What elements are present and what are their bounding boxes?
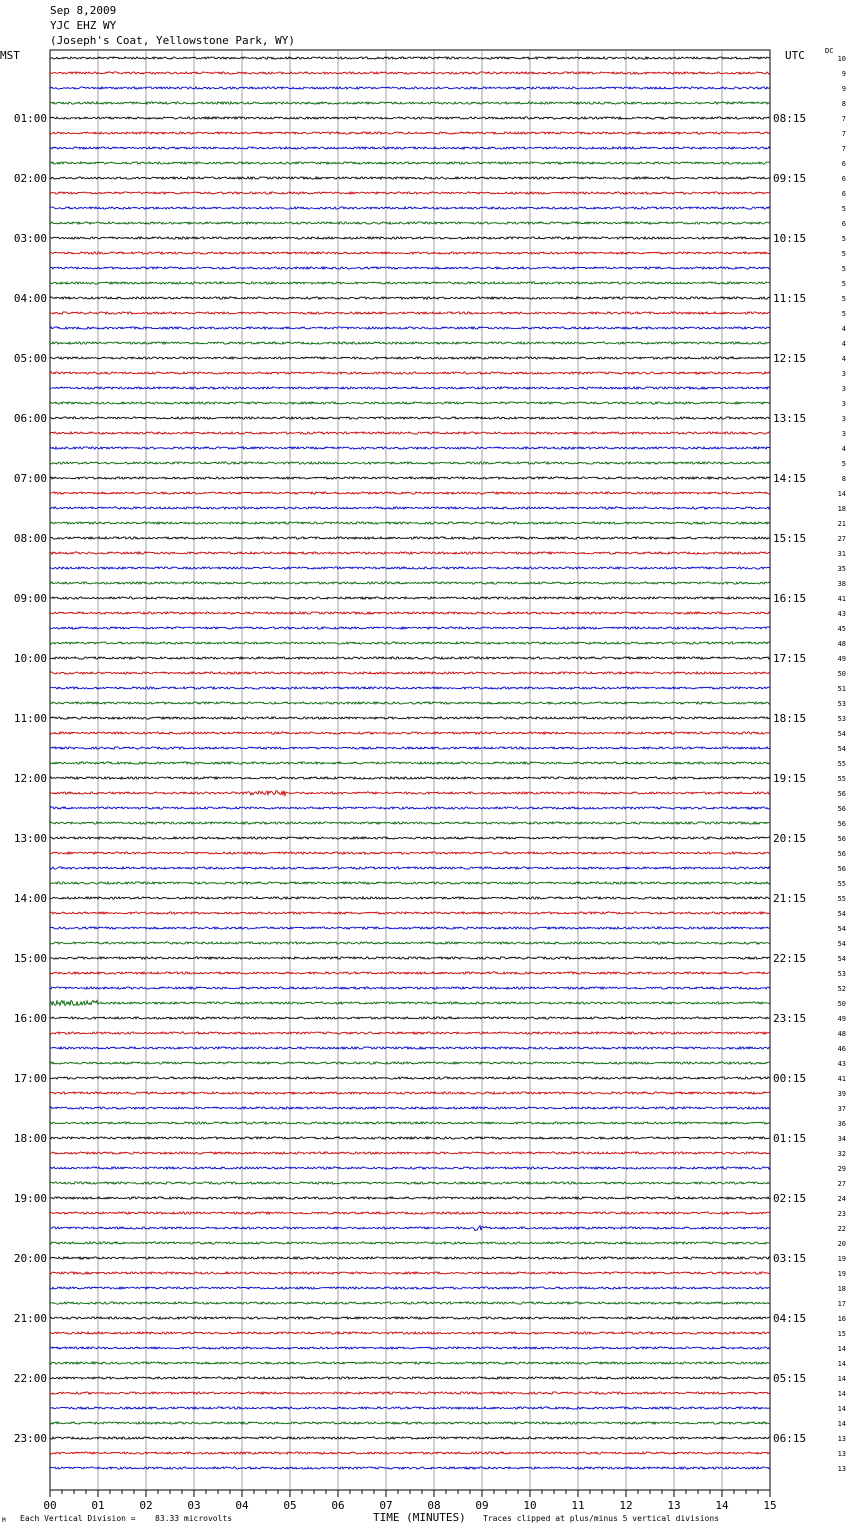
seismic-trace [50, 627, 770, 629]
seismic-trace [50, 1407, 770, 1409]
dc-offset-value: 4 [841, 445, 846, 453]
left-hour-label: 16:00 [13, 1012, 47, 1025]
seismic-trace [50, 1197, 770, 1199]
seismic-trace [50, 1107, 770, 1109]
dc-offset-value: 50 [837, 1000, 846, 1008]
dc-offset-header: DC [825, 47, 834, 55]
dc-offset-value: 5 [841, 295, 846, 303]
dc-offset-value: 6 [841, 190, 846, 198]
dc-offset-value: 5 [841, 250, 846, 258]
seismic-trace [50, 1242, 770, 1244]
dc-offset-value: 56 [837, 865, 846, 873]
dc-offset-value: 19 [837, 1255, 846, 1263]
right-hour-label: 06:15 [773, 1432, 807, 1445]
seismic-trace [50, 747, 770, 749]
x-tick-label: 01 [91, 1499, 105, 1512]
left-hour-label: 05:00 [13, 352, 47, 365]
dc-offset-value: 3 [841, 415, 846, 423]
x-tick-label: 08 [427, 1499, 441, 1512]
seismic-trace [50, 777, 770, 779]
seismic-trace [50, 1077, 770, 1079]
seismic-trace [50, 192, 770, 194]
left-timezone-label: MST [0, 49, 20, 62]
seismic-trace [50, 342, 770, 344]
right-hour-label: 00:15 [773, 1072, 807, 1085]
seismic-trace [50, 477, 770, 479]
right-hour-label: 02:15 [773, 1192, 807, 1205]
seismic-trace [50, 222, 770, 224]
dc-offset-value: 6 [841, 220, 846, 228]
dc-offset-value: 38 [837, 580, 846, 588]
right-hour-label: 03:15 [773, 1252, 807, 1265]
dc-offset-value: 39 [837, 1090, 846, 1098]
seismic-trace [50, 117, 770, 119]
dc-offset-value: 24 [837, 1195, 846, 1203]
dc-offset-value: 5 [841, 460, 846, 468]
dc-offset-value: 7 [841, 130, 846, 138]
dc-offset-value: 29 [837, 1165, 846, 1173]
dc-offset-value: 45 [837, 625, 846, 633]
x-tick-label: 13 [667, 1499, 681, 1512]
seismic-trace [50, 972, 770, 974]
dc-offset-value: 51 [837, 685, 846, 693]
seismic-trace [50, 402, 770, 404]
seismic-trace [50, 537, 770, 539]
right-hour-label: 23:15 [773, 1012, 807, 1025]
seismic-trace [50, 132, 770, 134]
right-hour-label: 09:15 [773, 172, 807, 185]
seismic-trace [50, 462, 770, 464]
right-hour-label: 08:15 [773, 112, 807, 125]
clip-note: Traces clipped at plus/minus 5 vertical divisions [483, 1514, 720, 1523]
dc-offset-value: 14 [837, 1360, 846, 1368]
dc-offset-value: 15 [837, 1330, 846, 1338]
seismic-trace [50, 1122, 770, 1124]
x-tick-label: 03 [187, 1499, 201, 1512]
seismic-trace [50, 1302, 770, 1304]
seismic-trace [50, 147, 770, 149]
x-tick-label: 14 [715, 1499, 729, 1512]
seismic-trace [50, 1047, 770, 1049]
seismic-trace [50, 882, 770, 884]
seismic-trace [50, 942, 770, 944]
seismic-trace [50, 297, 770, 299]
seismic-trace [50, 1272, 770, 1274]
seismic-trace [50, 642, 770, 644]
seismic-trace [50, 72, 770, 74]
seismic-trace [50, 732, 770, 734]
dc-offset-value: 17 [837, 1300, 846, 1308]
seismic-trace [50, 807, 770, 809]
dc-offset-value: 18 [837, 505, 846, 513]
seismic-trace [50, 987, 770, 989]
dc-offset-value: 14 [837, 1390, 846, 1398]
left-hour-label: 12:00 [13, 772, 47, 785]
dc-offset-value: 6 [841, 160, 846, 168]
x-tick-label: 00 [43, 1499, 57, 1512]
dc-offset-value: 8 [841, 100, 846, 108]
right-hour-label: 05:15 [773, 1372, 807, 1385]
dc-offset-value: 3 [841, 385, 846, 393]
seismic-trace [50, 57, 770, 59]
left-hour-label: 15:00 [13, 952, 47, 965]
left-hour-label: 13:00 [13, 832, 47, 845]
seismic-trace [50, 687, 770, 689]
dc-offset-value: 41 [837, 1075, 846, 1083]
x-tick-label: 07 [379, 1499, 393, 1512]
seismic-trace [50, 1000, 770, 1005]
left-hour-label: 07:00 [13, 472, 47, 485]
x-tick-label: 10 [523, 1499, 537, 1512]
seismic-trace [50, 597, 770, 599]
left-hour-label: 06:00 [13, 412, 47, 425]
dc-offset-value: 56 [837, 835, 846, 843]
left-hour-label: 22:00 [13, 1372, 47, 1385]
seismic-trace [50, 207, 770, 209]
seismic-trace [50, 672, 770, 674]
dc-offset-value: 19 [837, 1270, 846, 1278]
seismic-trace [50, 657, 770, 659]
seismic-trace [50, 102, 770, 104]
left-hour-label: 11:00 [13, 712, 47, 725]
dc-offset-value: 13 [837, 1465, 846, 1473]
dc-offset-value: 7 [841, 115, 846, 123]
dc-offset-value: 36 [837, 1120, 846, 1128]
dc-offset-value: 48 [837, 1030, 846, 1038]
seismic-trace [50, 852, 770, 854]
right-hour-label: 14:15 [773, 472, 807, 485]
dc-offset-value: 9 [841, 70, 846, 78]
seismic-trace [50, 492, 770, 494]
seismic-trace [50, 912, 770, 914]
seismic-trace [50, 837, 770, 839]
division-label: Each Vertical Division = [20, 1514, 136, 1523]
seismic-trace [50, 612, 770, 614]
seismic-trace [50, 282, 770, 284]
left-hour-label: 04:00 [13, 292, 47, 305]
x-tick-label: 09 [475, 1499, 489, 1512]
seismic-trace [50, 1152, 770, 1154]
dc-offset-value: 3 [841, 370, 846, 378]
record-date: Sep 8,2009 [50, 4, 117, 17]
seismic-trace [50, 357, 770, 359]
dc-offset-value: 54 [837, 925, 846, 933]
seismic-trace [50, 372, 770, 374]
seismic-trace [50, 252, 770, 254]
dc-offset-value: 14 [837, 490, 846, 498]
right-hour-label: 15:15 [773, 532, 807, 545]
seismic-trace [50, 327, 770, 329]
dc-offset-value: 52 [837, 985, 846, 993]
seismic-trace [50, 522, 770, 524]
seismic-trace [50, 1257, 770, 1259]
dc-offset-value: 5 [841, 235, 846, 243]
dc-offset-value: 14 [837, 1345, 846, 1353]
dc-offset-value: 5 [841, 310, 846, 318]
seismic-trace [50, 1392, 770, 1394]
seismic-trace [50, 237, 770, 239]
right-hour-label: 19:15 [773, 772, 807, 785]
right-hour-label: 16:15 [773, 592, 807, 605]
dc-offset-value: 6 [841, 175, 846, 183]
x-tick-label: 06 [331, 1499, 345, 1512]
dc-offset-value: 4 [841, 325, 846, 333]
seismic-trace [50, 1362, 770, 1364]
x-tick-label: 05 [283, 1499, 297, 1512]
right-hour-label: 13:15 [773, 412, 807, 425]
left-hour-label: 01:00 [13, 112, 47, 125]
seismic-trace [50, 1017, 770, 1019]
dc-offset-value: 13 [837, 1450, 846, 1458]
dc-offset-value: 55 [837, 895, 846, 903]
station-location: (Joseph's Coat, Yellowstone Park, WY) [50, 34, 296, 47]
seismic-trace [50, 432, 770, 434]
dc-offset-value: 20 [837, 1240, 846, 1248]
seismic-trace [50, 1317, 770, 1319]
dc-offset-value: 55 [837, 760, 846, 768]
seismic-trace [50, 507, 770, 509]
left-hour-label: 21:00 [13, 1312, 47, 1325]
seismic-trace [50, 957, 770, 959]
dc-offset-value: 53 [837, 700, 846, 708]
right-hour-label: 17:15 [773, 652, 807, 665]
dc-offset-value: 43 [837, 610, 846, 618]
seismic-trace [50, 447, 770, 449]
seismic-trace [50, 1167, 770, 1169]
seismic-trace [50, 1467, 770, 1469]
dc-offset-value: 18 [837, 1285, 846, 1293]
x-axis-label: TIME (MINUTES) [373, 1511, 466, 1524]
left-hour-label: 14:00 [13, 892, 47, 905]
dc-offset-value: 43 [837, 1060, 846, 1068]
left-hour-label: 09:00 [13, 592, 47, 605]
station-code: YJC EHZ WY [50, 19, 117, 32]
seismic-trace [50, 552, 770, 554]
left-hour-label: 10:00 [13, 652, 47, 665]
dc-offset-value: 14 [837, 1405, 846, 1413]
corner-mark: M [2, 1517, 6, 1524]
x-tick-label: 04 [235, 1499, 249, 1512]
dc-offset-value: 4 [841, 340, 846, 348]
right-hour-label: 10:15 [773, 232, 807, 245]
dc-offset-value: 55 [837, 775, 846, 783]
dc-offset-value: 49 [837, 655, 846, 663]
seismic-trace [50, 897, 770, 899]
right-hour-label: 12:15 [773, 352, 807, 365]
seismic-trace [50, 1422, 770, 1424]
right-hour-label: 01:15 [773, 1132, 807, 1145]
seismic-trace [50, 702, 770, 704]
seismic-trace [50, 417, 770, 419]
seismic-trace [50, 1452, 770, 1454]
x-tick-label: 11 [571, 1499, 585, 1512]
dc-offset-value: 55 [837, 880, 846, 888]
dc-offset-value: 8 [841, 475, 846, 483]
seismic-trace [50, 1377, 770, 1379]
dc-offset-value: 56 [837, 805, 846, 813]
dc-offset-value: 21 [837, 520, 846, 528]
seismic-trace [50, 567, 770, 569]
right-hour-label: 18:15 [773, 712, 807, 725]
dc-offset-value: 3 [841, 430, 846, 438]
dc-offset-value: 54 [837, 745, 846, 753]
seismic-trace [50, 867, 770, 869]
seismic-trace [50, 177, 770, 179]
right-hour-label: 21:15 [773, 892, 807, 905]
seismic-trace [50, 582, 770, 584]
dc-offset-value: 35 [837, 565, 846, 573]
dc-offset-value: 27 [837, 535, 846, 543]
seismic-trace [50, 1092, 770, 1094]
dc-offset-value: 16 [837, 1315, 846, 1323]
dc-offset-value: 48 [837, 640, 846, 648]
right-hour-label: 22:15 [773, 952, 807, 965]
dc-offset-value: 54 [837, 910, 846, 918]
dc-offset-value: 56 [837, 850, 846, 858]
seismic-trace [50, 1347, 770, 1349]
dc-offset-value: 37 [837, 1105, 846, 1113]
left-hour-label: 19:00 [13, 1192, 47, 1205]
dc-offset-value: 53 [837, 970, 846, 978]
right-hour-label: 04:15 [773, 1312, 807, 1325]
dc-offset-value: 5 [841, 280, 846, 288]
x-tick-label: 02 [139, 1499, 153, 1512]
dc-offset-value: 31 [837, 550, 846, 558]
seismic-trace [50, 1212, 770, 1214]
dc-offset-value: 54 [837, 955, 846, 963]
left-hour-label: 20:00 [13, 1252, 47, 1265]
dc-offset-value: 50 [837, 670, 846, 678]
left-hour-label: 03:00 [13, 232, 47, 245]
seismic-trace [50, 1437, 770, 1439]
x-tick-label: 12 [619, 1499, 633, 1512]
left-hour-label: 23:00 [13, 1432, 47, 1445]
dc-offset-value: 27 [837, 1180, 846, 1188]
dc-offset-value: 32 [837, 1150, 846, 1158]
dc-offset-value: 14 [837, 1375, 846, 1383]
dc-offset-value: 13 [837, 1435, 846, 1443]
dc-offset-value: 54 [837, 730, 846, 738]
dc-offset-value: 56 [837, 820, 846, 828]
dc-offset-value: 34 [837, 1135, 846, 1143]
seismic-trace [50, 822, 770, 824]
dc-offset-value: 41 [837, 595, 846, 603]
dc-offset-value: 10 [837, 55, 846, 63]
seismic-trace [50, 162, 770, 164]
seismic-trace [50, 762, 770, 764]
dc-offset-value: 46 [837, 1045, 846, 1053]
seismic-trace [50, 387, 770, 389]
dc-offset-value: 54 [837, 940, 846, 948]
seismic-trace [50, 312, 770, 314]
seismic-trace [50, 1062, 770, 1064]
dc-offset-value: 3 [841, 400, 846, 408]
left-hour-label: 08:00 [13, 532, 47, 545]
seismic-trace [50, 1226, 770, 1231]
seismic-trace [50, 717, 770, 719]
right-hour-label: 20:15 [773, 832, 807, 845]
seismic-trace [50, 1032, 770, 1034]
dc-offset-value: 14 [837, 1420, 846, 1428]
left-hour-label: 18:00 [13, 1132, 47, 1145]
seismic-trace [50, 1287, 770, 1289]
dc-offset-value: 56 [837, 790, 846, 798]
x-tick-label: 15 [763, 1499, 777, 1512]
left-hour-label: 17:00 [13, 1072, 47, 1085]
dc-offset-value: 4 [841, 355, 846, 363]
seismic-trace [50, 1137, 770, 1139]
dc-offset-value: 5 [841, 265, 846, 273]
dc-offset-value: 49 [837, 1015, 846, 1023]
seismic-trace [50, 87, 770, 89]
seismic-trace [50, 927, 770, 929]
right-hour-label: 11:15 [773, 292, 807, 305]
dc-offset-value: 9 [841, 85, 846, 93]
seismic-trace [50, 1332, 770, 1334]
division-value: 83.33 microvolts [155, 1514, 233, 1523]
dc-offset-value: 7 [841, 145, 846, 153]
dc-offset-value: 53 [837, 715, 846, 723]
dc-offset-value: 22 [837, 1225, 846, 1233]
right-timezone-label: UTC [785, 49, 805, 62]
dc-offset-value: 23 [837, 1210, 846, 1218]
left-hour-label: 02:00 [13, 172, 47, 185]
seismic-trace [50, 1182, 770, 1184]
dc-offset-value: 5 [841, 205, 846, 213]
seismic-trace [50, 791, 770, 796]
seismic-trace [50, 267, 770, 269]
